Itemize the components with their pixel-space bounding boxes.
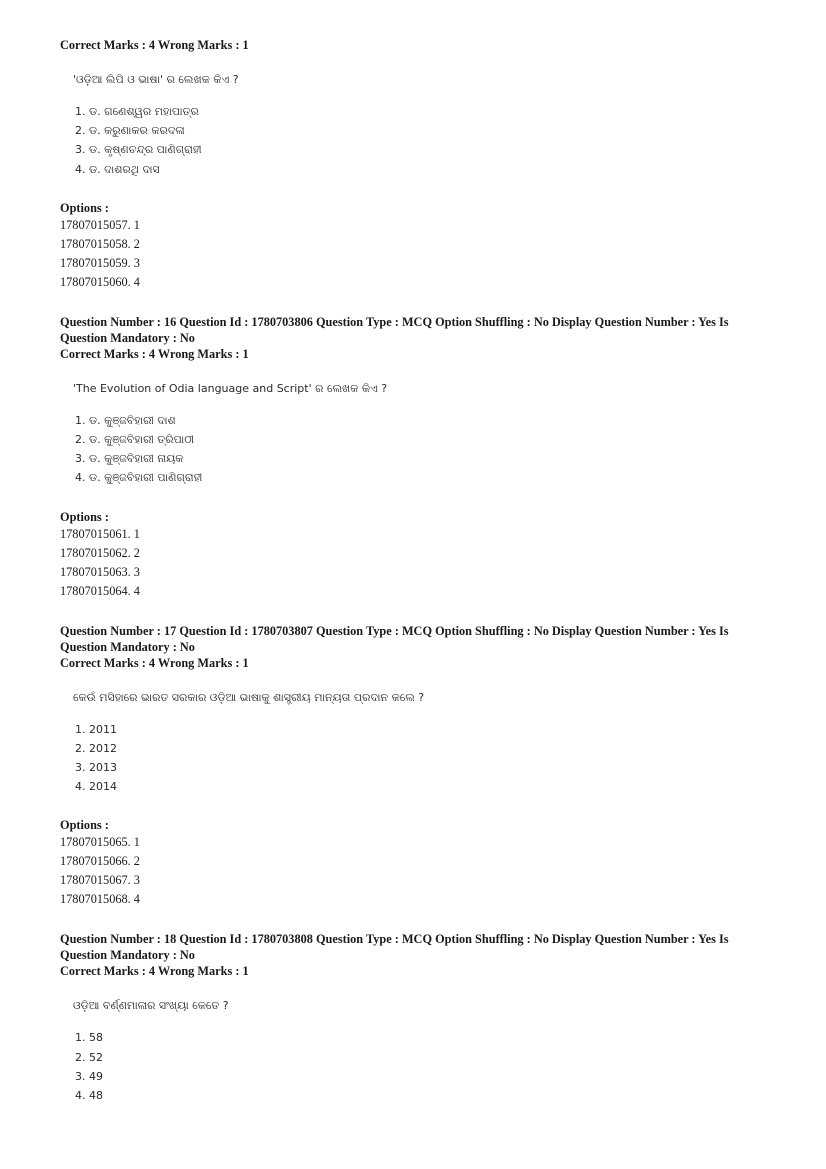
answer-choice: 3. ଡ. କୃଷ୍ଣଚନ୍ଦ୍ର ପାଣିଗ୍ରାହୀ xyxy=(75,143,202,157)
answer-choice: 3. ଡ. କୁଞ୍ଜବିହାରୀ ନାୟକ xyxy=(75,452,184,466)
answer-choice: 4. ଡ. କୁଞ୍ଜବିହାରୀ ପାଣିଗ୍ରାହୀ xyxy=(75,471,203,485)
answer-choice: 4. ଡ. ଦାଶରଥି ଦାସ xyxy=(75,162,160,176)
question-text: କେଉଁ ମସିହାରେ ଭାରତ ସରକାର ଓଡ଼ିଆ ଭାଷାକୁ ଶାସ୍ତ୍ରୀୟ ମାନ୍ୟତା ପ୍ରଦାନ କଲେ ? xyxy=(73,690,425,704)
option-id: 17807015063. 3 xyxy=(60,564,140,579)
answer-choice: 1. ଡ. ଗଣେଶ୍ୱର ମହାପାତ୍ର xyxy=(75,105,199,118)
option-id: 17807015065. 1 xyxy=(60,835,140,850)
option-id: 17807015058. 2 xyxy=(60,236,140,251)
answer-choice: 2. ଡ. କରୁଣାକର କରଦଳା xyxy=(75,124,185,138)
options-list xyxy=(60,216,760,292)
answer-choice: 2. ଡ. କୁଞ୍ଜବିହାରୀ ତ୍ରିପାଠୀ xyxy=(75,433,195,447)
question-text: 'ଓଡ଼ିଆ ଲିପି ଓ ଭାଷା' ର ଲେଖକ କିଏ ? xyxy=(73,73,239,86)
question-block-18 xyxy=(60,931,760,1105)
option-id: 17807015057. 1 xyxy=(60,217,140,232)
answer-choices xyxy=(75,720,760,797)
marks-line: Correct Marks : 4 Wrong Marks : 1 xyxy=(60,655,249,670)
option-id: 17807015062. 2 xyxy=(60,545,140,560)
answer-choice: 2. 52 xyxy=(75,1050,103,1064)
answer-choice: 3. 49 xyxy=(75,1069,103,1083)
option-id: 17807015068. 4 xyxy=(60,892,140,907)
question-header: Question Number : 18 Question Id : 1780703808 Question Type : MCQ Option Shuffling : No Display Question Number : Yes Is Question Mandatory : No xyxy=(60,932,729,963)
answer-choice: 3. 2013 xyxy=(75,761,117,775)
question-header: Question Number : 16 Question Id : 1780703806 Question Type : MCQ Option Shuffling : No Display Question Number : Yes Is Question Mandatory : No xyxy=(60,314,729,345)
option-id: 17807015066. 2 xyxy=(60,854,140,869)
option-id: 17807015060. 4 xyxy=(60,274,140,289)
answer-choices xyxy=(75,411,760,488)
question-text: ଓଡ଼ିଆ ବର୍ଣ୍ଣମାଳାର ସଂଖ୍ୟା କେତେ ? xyxy=(73,999,229,1013)
answer-choices xyxy=(75,102,760,179)
answer-choice: 1. ଡ. କୁଞ୍ଜବିହାରୀ ଦାଶ xyxy=(75,413,176,427)
answer-choice: 4. 2014 xyxy=(75,780,117,794)
marks-line: Correct Marks : 4 Wrong Marks : 1 xyxy=(60,346,249,361)
option-id: 17807015061. 1 xyxy=(60,526,140,541)
question-paper-page xyxy=(60,37,760,1105)
options-label: Options : xyxy=(60,509,109,524)
answer-choices xyxy=(75,1028,760,1105)
option-id: 17807015067. 3 xyxy=(60,873,140,888)
question-block-16 xyxy=(60,314,760,601)
options-list xyxy=(60,833,760,909)
options-label: Options : xyxy=(60,818,109,833)
answer-choice: 1. 2011 xyxy=(75,722,117,736)
question-block-15 xyxy=(60,37,760,292)
marks-line: Correct Marks : 4 Wrong Marks : 1 xyxy=(60,964,249,979)
answer-choice: 1. 58 xyxy=(75,1031,103,1045)
question-header: Question Number : 17 Question Id : 1780703807 Question Type : MCQ Option Shuffling : No Display Question Number : Yes Is Question Mandatory : No xyxy=(60,623,729,654)
answer-choice: 2. 2012 xyxy=(75,741,117,755)
options-list xyxy=(60,525,760,601)
question-block-17 xyxy=(60,623,760,910)
marks-line: Correct Marks : 4 Wrong Marks : 1 xyxy=(60,38,249,52)
option-id: 17807015064. 4 xyxy=(60,583,140,598)
question-text: 'The Evolution of Odia language and Script' ର ଲେଖକ କିଏ ? xyxy=(73,381,388,395)
options-label: Options : xyxy=(60,200,109,215)
option-id: 17807015059. 3 xyxy=(60,255,140,270)
answer-choice: 4. 48 xyxy=(75,1089,103,1103)
